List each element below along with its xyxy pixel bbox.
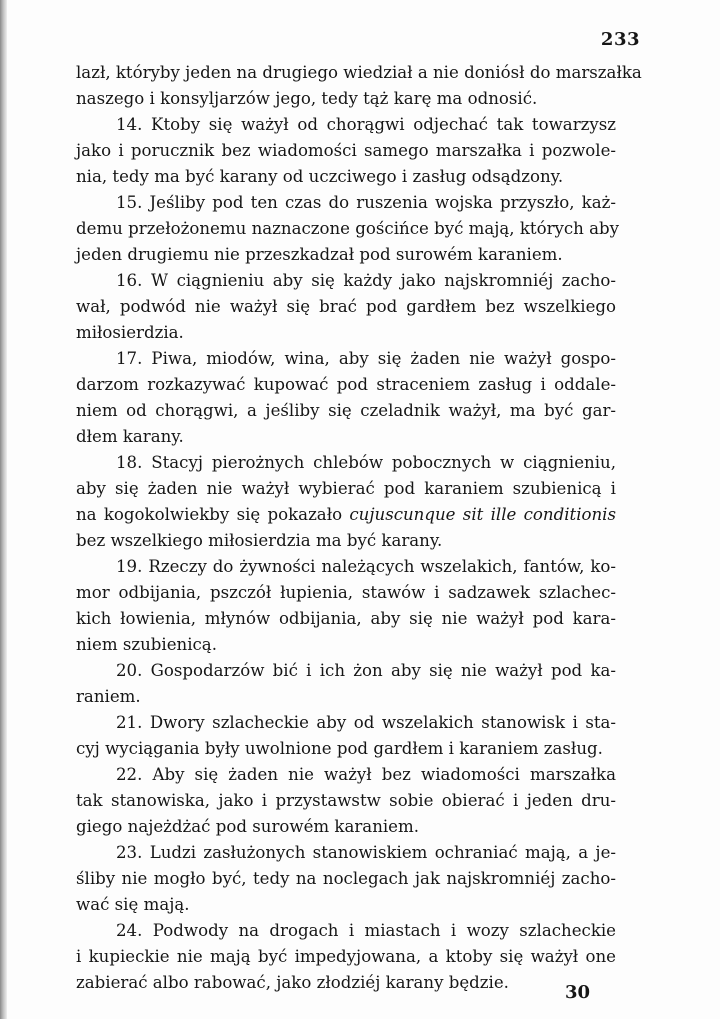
page-number: 233 [600,29,640,50]
text-line [76,216,620,242]
text-line-content: 16. W ciągnieniu aby się każdy jako najskromniéj zacho- [116,271,616,290]
text-line-content: nia, tedy ma być karany od uczciwego i zasług odsądzony. [76,167,564,186]
text-line-content: wał, podwód nie ważył się brać pod gardłem bez wszelkiego [76,297,616,316]
text-line-content: darzom rozkazywać kupować pod straceniem zasług i oddale- [76,375,616,394]
text-line [76,970,616,996]
text-line [76,502,616,528]
text-line [76,346,616,372]
text-line-content: miłosierdzia. [76,323,184,342]
text-line-content: bez wszelkiego miłosierdzia ma być karany. [76,531,443,550]
text-line-content: raniem. [76,687,141,706]
text-line [76,944,616,970]
text-line [76,268,616,294]
text-line [76,372,616,398]
text-line [76,112,616,138]
text-line-content: 24. Podwody na drogach i miastach i wozy szlacheckie [116,921,616,940]
text-line [76,684,616,710]
text-line-content: 18. Stacyj pierożnych chlebów pobocznych w ciągnieniu, [116,453,616,472]
latin-phrase: cujuscunque sit ille conditionis [349,505,616,524]
text-line [76,242,616,268]
text-line [76,736,616,762]
text-line [76,476,616,502]
text-line [76,658,616,684]
text-line-content: demu przełożonemu naznaczone gościńce być mają, których aby [76,219,620,238]
text-line-content: wać się mają. [76,895,190,914]
text-line-content: mor odbijania, pszczół łupienia, stawów i sadzawek szlachec- [76,583,616,602]
text-line-content: 23. Ludzi zasłużonych stanowiskiem ochraniać mają, a je- [116,843,616,862]
text-line [76,892,616,918]
signature-mark: 30 [564,982,590,1003]
text-line-content: dłem karany. [76,427,184,446]
text-line-content: zabierać albo rabować, jako złodziéj karany będzie. [76,973,509,992]
text-line [76,86,616,112]
text-line-content: i kupieckie nie mają być impedyjowana, a ktoby się ważył one [76,947,616,966]
text-line [76,320,616,346]
text-line-content: na kogokolwiekby się pokazało [76,505,350,524]
text-line-content: 19. Rzeczy do żywności należących wszelakich, fantów, ko- [116,557,616,576]
page-text-body [76,60,642,996]
text-line-content: lazł, któryby jeden na drugiego wiedział a nie doniósł do marszałka [76,63,642,82]
text-line [76,528,616,554]
text-line [76,424,616,450]
text-line-content: 15. Jeśliby pod ten czas do ruszenia wojska przyszło, każ- [116,193,616,212]
text-line [76,606,616,632]
text-line [76,632,616,658]
text-line-content: 20. Gospodarzów bić i ich żon aby się nie ważył pod ka- [116,661,616,680]
text-line [76,190,616,216]
text-line-content: 17. Piwa, miodów, wina, aby się żaden nie ważył gospo- [116,349,616,368]
text-line [76,814,616,840]
text-line-content: niem szubienicą. [76,635,217,654]
text-line-content: 22. Aby się żaden nie ważył bez wiadomości marszałka [116,765,616,784]
text-line-content: niem od chorągwi, a jeśliby się czeladnik ważył, ma być gar- [76,401,616,420]
text-line [76,554,616,580]
text-line-content: jeden drugiemu nie przeszkadzał pod surowém karaniem. [76,245,563,264]
text-line [76,60,642,86]
text-line [76,580,616,606]
text-line [76,138,616,164]
text-line [76,918,616,944]
text-line-content: kich łowienia, młynów odbijania, aby się nie ważył pod kara- [76,609,616,628]
text-line [76,294,616,320]
text-line-content: 21. Dwory szlacheckie aby od wszelakich stanowisk i sta- [116,713,616,732]
text-line [76,164,616,190]
text-line [76,788,616,814]
text-line-content: tak stanowiska, jako i przystawstw sobie obierać i jeden dru- [76,791,616,810]
text-line [76,398,616,424]
text-line [76,450,616,476]
text-line-content: jako i porucznik bez wiadomości samego marszałka i pozwole- [76,141,616,160]
page-spine-shadow [0,0,7,1019]
text-line-content: cyj wyciągania były uwolnione pod gardłem i karaniem zasług. [76,739,603,758]
text-line [76,710,616,736]
text-line-content: śliby nie mogło być, tedy na noclegach jak najskromniéj zacho- [76,869,616,888]
text-line [76,762,616,788]
text-line-content: aby się żaden nie ważył wybierać pod karaniem szubienicą i [76,479,616,498]
text-line [76,866,616,892]
text-line-content: giego najeżdżać pod surowém karaniem. [76,817,420,836]
text-line-content: 14. Ktoby się ważył od chorągwi odjechać tak towarzysz [116,115,616,134]
text-line [76,840,616,866]
text-line-content: naszego i konsyljarzów jego, tedy tąż karę ma odnosić. [76,89,538,108]
